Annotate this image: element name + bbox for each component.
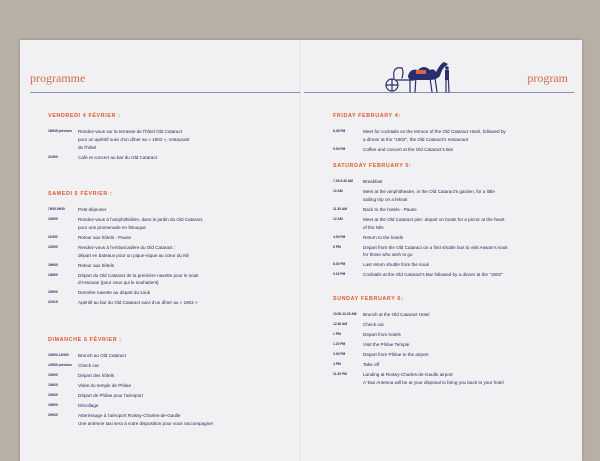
schedule-time: 1.20 PM: [333, 341, 346, 346]
schedule-activity: [363, 234, 568, 242]
activity-line: Une antenne taxi sera à votre disposition pour vous raccompagner: [78, 420, 214, 426]
day-section: [333, 296, 568, 389]
schedule-activity: [78, 392, 287, 400]
schedule-time: 11.30 PM: [333, 371, 347, 376]
schedule-activity: [363, 271, 568, 279]
activity-line: Apéritif au bar du Old Cataract suivi d'un dîner au « 1902 »: [78, 300, 198, 306]
schedule-activity: [78, 299, 287, 307]
activity-line: de l'hôtel: [78, 144, 97, 150]
activity-line: Breakfast: [363, 179, 383, 184]
activity-line: Retour aux hôtels: [78, 262, 115, 268]
schedule-row: [48, 244, 287, 260]
schedule-activity: [78, 128, 287, 151]
schedule-row: [48, 362, 287, 370]
activity-line: Visit the Philae Temple: [363, 341, 410, 347]
schedule-activity: [78, 402, 287, 410]
schedule-activity: [363, 244, 568, 260]
activity-line: Check out: [363, 321, 384, 327]
schedule-activity: [78, 412, 287, 428]
day-heading: SAMEDI 5 FÉVRIER :: [48, 191, 113, 197]
schedule-time: 1 PM: [333, 331, 341, 336]
schedule-activity: [363, 178, 568, 186]
schedule-time: 9.15 PM: [333, 272, 346, 277]
schedule-row: [48, 402, 287, 410]
schedule-row: [48, 392, 287, 400]
schedule-time: 10 AM: [333, 188, 343, 193]
schedule-time: 4 PM: [333, 361, 341, 366]
schedule-activity: [78, 216, 287, 232]
schedule-activity: [78, 206, 287, 214]
schedule-activity: [78, 262, 287, 270]
activity-line: Rendez-vous à l'embarcadère du Old Cataract :: [78, 244, 176, 250]
schedule-row: [48, 234, 287, 242]
schedule-row: [333, 188, 568, 204]
schedule-row: [48, 206, 287, 214]
page-left-french: [20, 40, 301, 461]
schedule-activity: [78, 289, 287, 297]
schedule-activity: [78, 382, 287, 390]
schedule-time: 7.30-9.30 AM: [333, 179, 353, 183]
activity-line: Last return shuttle from the souk: [363, 262, 429, 268]
schedule-row: [333, 244, 568, 260]
schedule-activity: [363, 311, 568, 319]
schedule-time: 13H00: [48, 372, 58, 377]
schedule-row: [333, 178, 568, 186]
activity-line: a dinner at the "1902", the Old Cataract's restaurant: [363, 136, 469, 142]
schedule-time: 9.00 PM: [333, 146, 346, 151]
schedule-row: [48, 352, 287, 360]
schedule-activity: [363, 361, 568, 369]
schedule-time: 7H30-9H30: [48, 207, 65, 211]
schedule-time: 6.45 PM: [333, 129, 346, 133]
day-section: [48, 337, 287, 430]
schedule-time: 18H00: [48, 272, 58, 277]
day-section: [333, 163, 568, 281]
activity-line: Coffee and concert at the Old Cataract's Bar: [363, 146, 454, 152]
page-right-english: [301, 40, 582, 461]
schedule-row: [333, 234, 568, 242]
activity-line: Check out: [78, 362, 99, 368]
activity-line: Petit déjeuner: [78, 207, 107, 212]
schedule-activity: [78, 372, 287, 380]
activity-line: Café et concert au bar du Old Cataract: [78, 154, 157, 160]
schedule-time: 21H15: [48, 300, 58, 305]
activity-line: A Taxi Antenna will be at your disposal to bring you back to your hotel: [363, 379, 504, 385]
activity-line: Décollage: [78, 402, 99, 408]
schedule-time: 8.00 PM: [333, 262, 346, 267]
activity-line: Départ de Philae pour l'aéroport: [78, 392, 143, 398]
activity-line: pour un apéritif suivi d'un dîner au « 1902 », restaurant: [78, 136, 190, 142]
schedule-row: [48, 289, 287, 297]
activity-line: Brunch au Old Cataract: [78, 353, 127, 358]
schedule-time: 3.30 PM: [333, 351, 346, 356]
schedule-activity: [78, 352, 287, 360]
activity-line: Cocktails at the Old Cataract's Bar followed by a dinner at the "1902": [363, 272, 503, 278]
schedule-row: [333, 261, 568, 269]
schedule-activity: [78, 272, 287, 288]
schedule-row: [333, 321, 568, 329]
schedule-activity: [78, 154, 287, 162]
schedule-time: 18H45 précises: [48, 129, 73, 133]
program-booklet: [20, 40, 582, 461]
schedule-row: [48, 262, 287, 270]
activity-line: Depart from hotels: [363, 331, 401, 337]
day-heading: SATURDAY FEBRUARY 5:: [333, 163, 412, 169]
schedule-row: [333, 271, 568, 279]
activity-line: Départ des hôtels: [78, 372, 115, 378]
schedule-time: 13H20: [48, 382, 58, 387]
schedule-row: [48, 128, 287, 151]
activity-line: Landing at Roissy-Charles-de-Gaulle airport: [363, 371, 453, 377]
schedule-time: 10.00-12.30 AM: [333, 312, 357, 316]
schedule-row: [333, 128, 568, 144]
schedule-row: [48, 154, 287, 162]
day-section: [48, 113, 287, 164]
schedule-row: [48, 412, 287, 428]
schedule-row: [48, 216, 287, 232]
schedule-activity: [363, 216, 568, 232]
schedule-row: [48, 372, 287, 380]
day-heading: FRIDAY FEBRUARY 4:: [333, 113, 401, 119]
activity-line: Take off: [363, 361, 380, 367]
schedule-time: 20H00: [48, 290, 58, 295]
activity-line: d'Assouan (pour ceux qui le souhaitent): [78, 280, 159, 286]
schedule-time: 11.30 AM: [333, 206, 347, 211]
activity-line: Return to the hotels: [363, 234, 404, 240]
schedule-time: 12H00: [48, 244, 58, 249]
day-heading: VENDREDI 4 FÉVRIER :: [48, 113, 121, 119]
activity-line: of the Nile: [363, 224, 384, 230]
schedule-row: [333, 206, 568, 214]
activity-line: Meet at the Old Cataract pier: depart on boats for a picnic at the heart: [363, 216, 505, 222]
activity-line: Dernière navette au départ du souk: [78, 290, 151, 296]
activity-line: Brunch at the Old Cataract Hotel: [363, 312, 430, 317]
schedule-activity: [78, 362, 287, 370]
activity-line: Atterrissage à l'aéroport Roissy-Charles-de-Gaulle: [78, 412, 181, 418]
activity-line: Meet at the amphitheatre, in the Old Cataract's garden, for a little: [363, 188, 495, 194]
schedule-time: 12.30 AM: [333, 321, 348, 326]
schedule-time: 20H30: [48, 412, 58, 417]
schedule-activity: [363, 146, 568, 154]
schedule-row: [333, 331, 568, 339]
schedule-time: 12H30 précises: [48, 362, 73, 367]
activity-line: départ en bateaux pour un pique-nique au cœur du Nil: [78, 252, 189, 258]
schedule-time: 21H00: [48, 154, 58, 159]
day-section: [333, 113, 568, 156]
activity-line: for those who wish to go: [363, 252, 413, 258]
schedule-time: 12 AM: [333, 216, 343, 221]
schedule-row: [48, 272, 287, 288]
activity-line: pour une promenade en felouque: [78, 224, 146, 230]
schedule-activity: [363, 341, 568, 349]
activity-line: Depart from the Old Cataract on a first shuttle bus to visit Aswan's souk: [363, 244, 508, 250]
schedule-row: [333, 371, 568, 387]
day-heading: DIMANCHE 6 FÉVRIER :: [48, 337, 122, 343]
schedule-row: [48, 299, 287, 307]
activity-line: Depart from Philae to the airport: [363, 351, 429, 357]
activity-line: Visite du temple de Philae: [78, 382, 132, 388]
schedule-activity: [78, 234, 287, 242]
schedule-time: 15H30: [48, 392, 58, 397]
activity-line: Départ du Old Cataract de la première navette pour le souk: [78, 272, 199, 278]
schedule-time: 6 PM: [333, 244, 341, 249]
activity-line: Rendez-vous sur la terrasse de l'hôtel Old Cataract: [78, 129, 183, 134]
activity-line: Rendez-vous à l'amphithéâtre, dans le jardin du Old Cataract,: [78, 216, 204, 222]
schedule-row: [333, 311, 568, 319]
day-section: [48, 191, 287, 309]
schedule-time: 4.30 PM: [333, 234, 346, 239]
schedule-row: [333, 146, 568, 154]
page-title-english: program: [527, 71, 568, 85]
schedule-row: [333, 361, 568, 369]
schedule-time: 11H30: [48, 234, 58, 239]
page-title-french: programme: [30, 71, 86, 85]
schedule-time: 16H00: [48, 402, 58, 407]
activity-line: Meet for cocktails on the terrace of the Old Cataract Hotel, followed by: [363, 129, 506, 134]
schedule-row: [48, 382, 287, 390]
schedule-time: 10H00: [48, 216, 58, 221]
activity-line: Back to the hotels - Pause: [363, 206, 417, 212]
schedule-activity: [363, 351, 568, 359]
day-heading: SUNDAY FEBRUARY 6:: [333, 296, 404, 302]
schedule-time: 10H00-12H30: [48, 353, 69, 357]
schedule-row: [333, 216, 568, 232]
schedule-activity: [363, 331, 568, 339]
schedule-activity: [363, 128, 568, 144]
schedule-row: [333, 351, 568, 359]
schedule-activity: [363, 188, 568, 204]
activity-line: Retour aux hôtels - Pause: [78, 234, 132, 240]
activity-line: sailing trip on a felouk: [363, 196, 408, 202]
schedule-row: [333, 341, 568, 349]
schedule-activity: [363, 371, 568, 387]
schedule-activity: [363, 261, 568, 269]
schedule-time: 16H30: [48, 262, 58, 267]
schedule-activity: [78, 244, 287, 260]
schedule-activity: [363, 321, 568, 329]
schedule-activity: [363, 206, 568, 214]
